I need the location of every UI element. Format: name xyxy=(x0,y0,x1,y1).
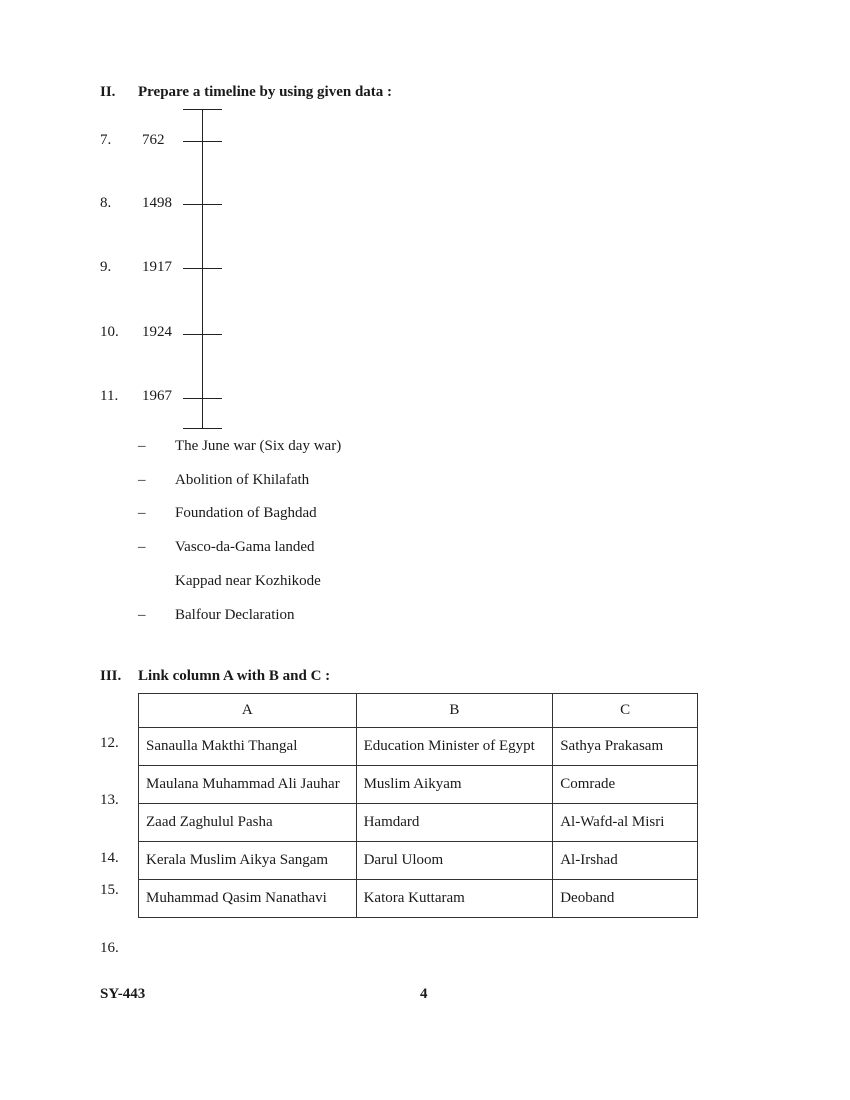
row-number: 13. xyxy=(100,792,119,808)
timeline-tick xyxy=(183,141,222,142)
timeline-year: 1924 xyxy=(142,324,172,340)
table-row xyxy=(139,728,698,766)
event-item: Foundation of Baghdad xyxy=(175,505,317,521)
section-2-number: II. xyxy=(100,84,116,100)
cell-a: Kerala Muslim Aikya Sangam xyxy=(139,842,357,880)
table-header-row xyxy=(139,694,698,728)
list-dash: – xyxy=(138,472,146,488)
timeline-item-number: 10. xyxy=(100,324,119,340)
column-header-b: B xyxy=(356,694,553,728)
list-dash: – xyxy=(138,539,146,555)
event-item: The June war (Six day war) xyxy=(175,438,342,454)
link-table xyxy=(138,693,698,918)
cell-c: Deoband xyxy=(553,880,698,918)
row-number: 16. xyxy=(100,940,119,956)
timeline-bottom-cap xyxy=(183,428,222,429)
cell-c: Al-Irshad xyxy=(553,842,698,880)
table-row xyxy=(139,880,698,918)
timeline-year: 762 xyxy=(142,132,165,148)
timeline-item-number: 7. xyxy=(100,132,112,148)
cell-c: Comrade xyxy=(553,766,698,804)
timeline-top-cap xyxy=(183,109,222,110)
timeline-year: 1917 xyxy=(142,259,172,275)
cell-b: Katora Kuttaram xyxy=(356,880,553,918)
timeline-year: 1967 xyxy=(142,388,172,404)
cell-a: Zaad Zaghulul Pasha xyxy=(139,804,357,842)
row-number: 14. xyxy=(100,850,119,866)
event-item-continued: Kappad near Kozhikode xyxy=(175,573,321,589)
cell-c: Al-Wafd-al Misri xyxy=(553,804,698,842)
timeline-item-number: 11. xyxy=(100,388,119,404)
column-header-c: C xyxy=(553,694,698,728)
cell-a: Sanaulla Makthi Thangal xyxy=(139,728,357,766)
table-row xyxy=(139,766,698,804)
timeline-tick xyxy=(183,204,222,205)
section-3-number: III. xyxy=(100,668,122,684)
list-dash: – xyxy=(138,438,146,454)
cell-b: Darul Uloom xyxy=(356,842,553,880)
event-item: Vasco-da-Gama landed xyxy=(175,539,315,555)
cell-b: Hamdard xyxy=(356,804,553,842)
list-dash: – xyxy=(138,607,146,623)
paper-code: SY-443 xyxy=(100,986,146,1002)
table-row xyxy=(139,804,698,842)
section-2-heading: Prepare a timeline by using given data : xyxy=(138,84,393,100)
column-header-a: A xyxy=(139,694,357,728)
cell-b: Muslim Aikyam xyxy=(356,766,553,804)
event-item: Abolition of Khilafath xyxy=(175,472,310,488)
cell-a: Muhammad Qasim Nanathavi xyxy=(139,880,357,918)
timeline-tick xyxy=(183,398,222,399)
timeline-tick xyxy=(183,334,222,335)
timeline-item-number: 8. xyxy=(100,195,112,211)
event-item: Balfour Declaration xyxy=(175,607,295,623)
row-number: 12. xyxy=(100,735,119,751)
timeline-item-number: 9. xyxy=(100,259,112,275)
list-dash: – xyxy=(138,505,146,521)
section-3-heading: Link column A with B and C : xyxy=(138,668,331,684)
timeline-tick xyxy=(183,268,222,269)
table-row xyxy=(139,842,698,880)
row-number: 15. xyxy=(100,882,119,898)
cell-b: Education Minister of Egypt xyxy=(356,728,553,766)
cell-c: Sathya Prakasam xyxy=(553,728,698,766)
cell-a: Maulana Muhammad Ali Jauhar xyxy=(139,766,357,804)
timeline-axis xyxy=(202,109,203,429)
page-number: 4 xyxy=(420,986,428,1002)
timeline-year: 1498 xyxy=(142,195,172,211)
